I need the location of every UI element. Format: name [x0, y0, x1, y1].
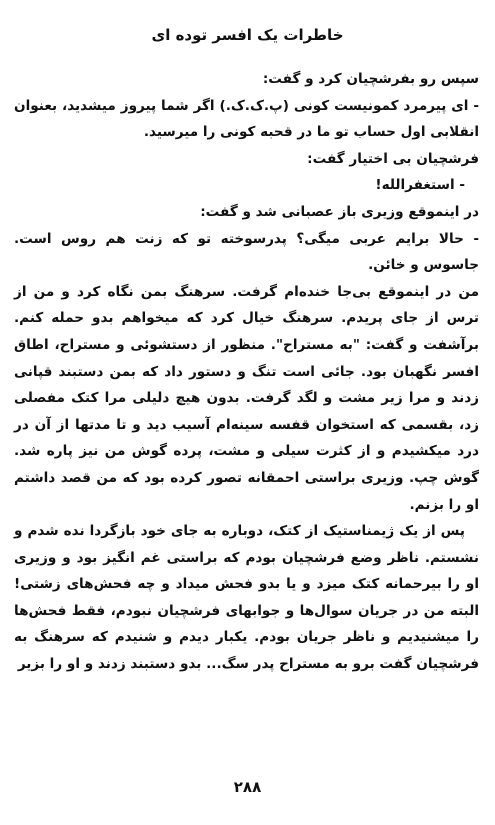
paragraph: - ای پیرمرد کمونیست کونی (پ.ک.ک.) اگر شما پیروز میشدید، بعنوان انقلابی اول حساب تو ما در قحبه کونی را میرسید.	[14, 97, 479, 141]
paragraph: در اینموقع وزیری باز عصبانی شد و گفت:	[200, 203, 479, 220]
running-title: خاطرات یک افسر توده ای	[151, 26, 344, 44]
paragraph: - استغفرالله!	[375, 177, 465, 194]
page-body	[14, 66, 479, 678]
paragraph: من در اینموقع بی‌جا خنده‌ام گرفت. سرهنگ بمن نگاه کرد و من از ترس از جای پریدم. سرهنگ خیال کرد که میخواهم بدو حمله کنم. برآشفت و گفت: "به مستراح". منظور از دستشوئی و مستراح، اطاق افسر نگهبان بود. جائی است تنگ و دستور داد که بمن دستبند قپانی زدند و مرا زیر مشت و لگد گرفت. بدون هیچ دلیلی مرا کتک مفصلی زد، بقسمی که استخوان قفسه سینه‌ام آسیب دید و تا مدتها از آن در درد میکشیدم و از کثرت سیلی و مشت، پرده گوش من نیز پاره شد. گوش چپ. وزیری براستی احمقانه تصور کرده بود که من قصد داشتم او را بزنم.	[14, 283, 479, 513]
paragraph: سپس رو بفرشچیان کرد و گفت:	[262, 71, 479, 87]
paragraph: پس از یک ژیمناستیک از کتک، دوباره به جای خود بازگردا نده شدم و نشستم. ناظر وضع فرشچیان بودم که براستی غم انگیز بود و وزیری او را بیرحمانه کتک میزد و یا بدو فحش میداد و چه فحش‌های زشتی! البته من در جریان سوال‌ها و جوابهای فرشچیان نبودم، فقط فحش‌ها را میشنیدیم و ناظر جریان بودم. یکبار دیدم و شنیدم که سرهنگ به فرشچیان گفت برو به مستراح پدر سگ... بدو دستبند زدند و او را بزیر	[14, 523, 479, 673]
page-number: ۲۸۸	[233, 778, 262, 796]
paragraph: - حالا برایم عربی میگی؟ پدرسوخته تو که زنت هم روس است. جاسوس و خائن.	[14, 230, 479, 274]
paragraph: فرشچیان بی اختیار گفت:	[307, 150, 479, 167]
